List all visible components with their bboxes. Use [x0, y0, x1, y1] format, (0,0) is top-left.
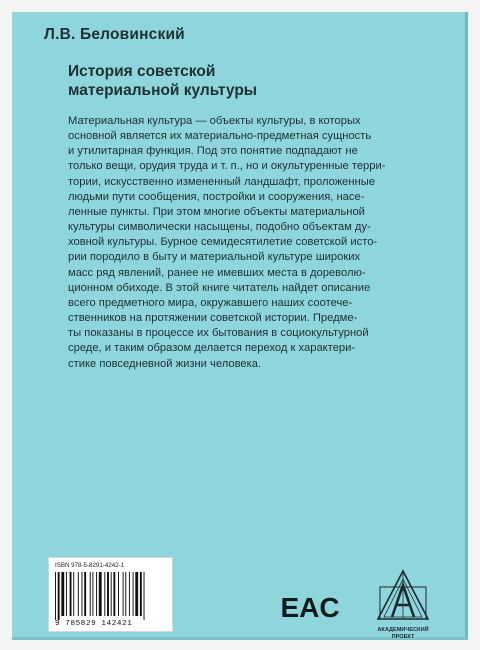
isbn-number: ISBN 978-5-8291-4242-1: [55, 562, 125, 569]
author-name: Л.В. Беловинский: [44, 26, 185, 43]
ean-digits: 9 785829 142421: [55, 620, 133, 628]
annotation-line: основной является их материально-предметная сущность: [68, 130, 372, 143]
publisher-name-line: АКАДЕМИЧЕСКИЙ: [377, 627, 429, 633]
annotation-line: среде, и таким образом делается переход к характери-: [68, 342, 356, 355]
isbn-barcode: [48, 557, 173, 632]
annotation-line: масс ряд явлений, ранее не имевших места в дореволю-: [68, 266, 366, 279]
annotation-line: Материальная культура — объекты культуры, в которых: [68, 115, 361, 127]
title-line: История советской: [68, 63, 216, 80]
publisher-name-line: ПРОЕКТ: [391, 634, 415, 640]
annotation-line: стике повседневной жизни человека.: [68, 357, 262, 370]
annotation-line: ственников на протяжении советской истории. Предме-: [68, 312, 358, 325]
barcode-icon: [53, 572, 169, 620]
academic-project-logo-icon: [370, 567, 436, 625]
title-line: материальной культуры: [68, 82, 258, 99]
annotation-line: всего предметного мира, окружавшего наших соотече-: [68, 296, 353, 309]
annotation-line: ленные пункты. При этом многие объекты материальной: [68, 205, 365, 218]
annotation-line: тории, искусственно измененный ландшафт, проложенные: [68, 175, 376, 188]
annotation-line: рии породило в быту и материальной культуре широких: [68, 251, 361, 264]
publisher-name: [348, 627, 458, 641]
annotation-line: людьми пути сообщения, постройки и сооружения, насе-: [68, 190, 365, 203]
annotation-line: и утилитарная функция. Под это понятие подпадают не: [68, 145, 358, 158]
annotation-line: ховной культуры. Бурное семидесятилетие советской исто-: [68, 236, 378, 249]
annotation-line: ционном обиходе. В этой книге читатель найдет описание: [68, 281, 371, 294]
eac-mark: EAC: [280, 592, 340, 623]
book-title: [68, 62, 257, 100]
eac-certification-icon: [280, 592, 340, 623]
book-back-cover: [12, 12, 468, 640]
annotation-text: [68, 114, 448, 372]
annotation-line: ты показаны в процессе их бытования в социокультурной: [68, 327, 369, 340]
annotation-line: культуры символически насыщены, подобно объектам ду-: [68, 221, 371, 234]
annotation-line: только вещи, орудия труда и т. п., но и окультуренные терри-: [68, 160, 386, 173]
